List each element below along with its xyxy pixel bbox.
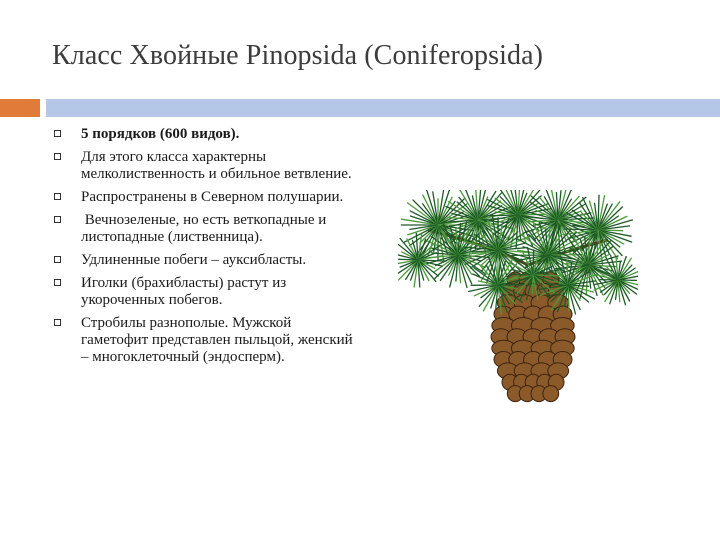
bullet-item bbox=[54, 149, 354, 183]
title-accent-bar bbox=[0, 99, 40, 117]
hollow-square-bullet-icon bbox=[54, 130, 61, 137]
hollow-square-bullet-icon bbox=[54, 216, 61, 223]
bullet-item bbox=[54, 189, 354, 206]
bullet-text: Распространены в Северном полушарии. bbox=[81, 189, 344, 205]
hollow-square-bullet-icon bbox=[54, 279, 61, 286]
hollow-square-bullet-icon bbox=[54, 256, 61, 263]
title-underline-bar bbox=[46, 99, 720, 117]
pine-branch-with-cone-icon bbox=[398, 190, 638, 415]
bullet-text: Стробилы разнополые. Мужской гаметофит представлен пыльцой, женский – многоклеточный (эндосперм). bbox=[81, 315, 353, 365]
bullet-text: 5 порядков (600 видов). bbox=[81, 126, 240, 142]
hollow-square-bullet-icon bbox=[54, 319, 61, 326]
slide-title: Класс Хвойные Pinopsida (Coniferopsida) bbox=[52, 40, 544, 71]
bullet-item bbox=[54, 315, 354, 366]
bullet-item bbox=[54, 252, 354, 269]
bullet-item bbox=[54, 126, 354, 143]
hollow-square-bullet-icon bbox=[54, 153, 61, 160]
hollow-square-bullet-icon bbox=[54, 193, 61, 200]
bullet-item bbox=[54, 275, 354, 309]
bullet-text: Удлиненные побеги – ауксибласты. bbox=[81, 252, 307, 268]
bullet-item bbox=[54, 212, 354, 246]
bullet-list bbox=[54, 126, 354, 372]
bullet-text: Вечнозеленые, но есть веткопадные и листопадные (лиственница). bbox=[81, 212, 331, 245]
bullet-text: Для этого класса характерны мелколиственность и обильное ветвление. bbox=[81, 149, 352, 182]
bullet-text: Иголки (брахибласты) растут из укороченных побегов. bbox=[81, 275, 287, 308]
